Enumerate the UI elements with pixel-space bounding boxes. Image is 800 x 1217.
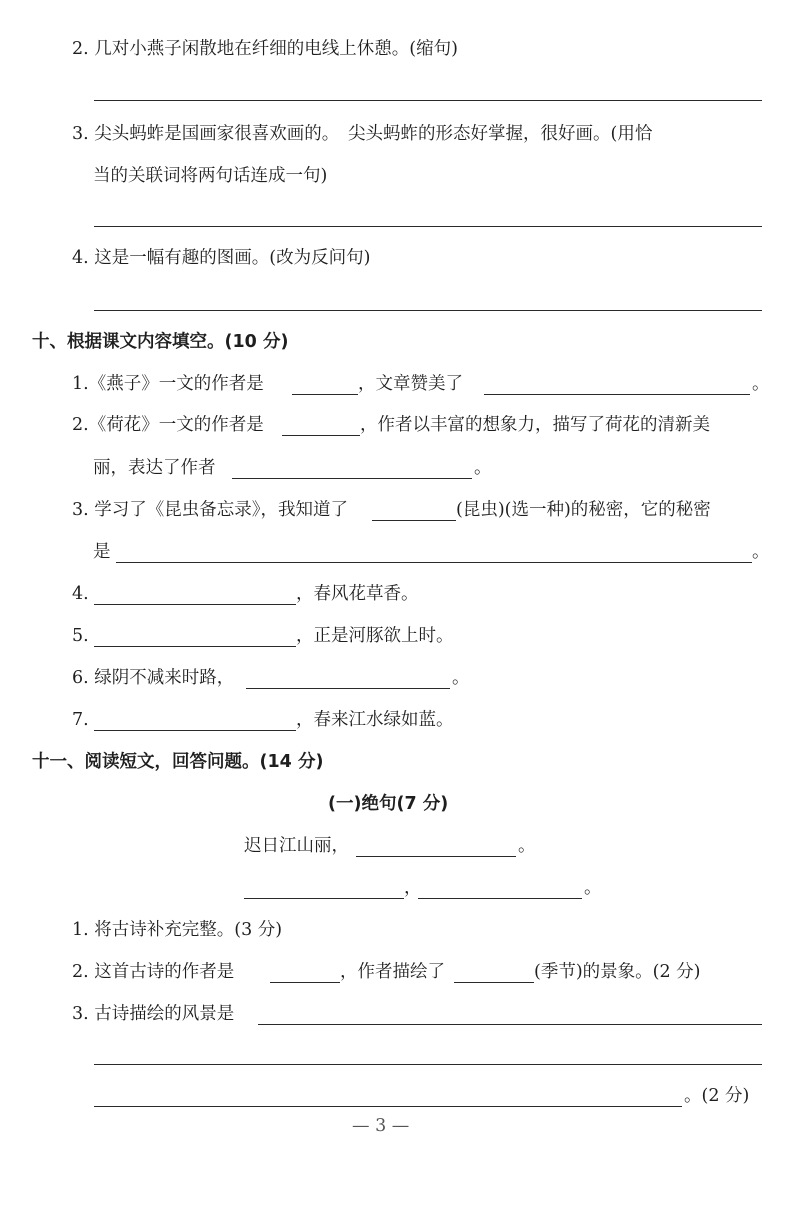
section-10-title: 十、根据课文内容填空。(10 分)	[32, 332, 289, 352]
poem-subtitle: (一)绝句(7 分)	[328, 794, 449, 814]
poem-blank3[interactable]	[418, 898, 582, 899]
s10-item3-b: (昆虫)(选一种)的秘密，它的秘密	[456, 500, 711, 520]
section-11-title: 十一、阅读短文，回答问题。(14 分)	[32, 752, 324, 772]
answer-line-q3[interactable]	[94, 226, 762, 227]
s10-item5-a: 5.	[72, 626, 89, 646]
poem-line1: 迟日江山丽，	[244, 836, 349, 856]
s11-question-2-b: ，作者描绘了	[340, 962, 445, 982]
s11-question-3-a: 3. 古诗描绘的风景是	[72, 1004, 235, 1024]
s10-item2-b: ，作者以丰富的想象力，描写了荷花的清新美	[360, 415, 710, 435]
poem-end1: 。	[518, 836, 536, 856]
s10-item2-c: 丽，表达了作者	[93, 458, 216, 478]
poem-comma: ，	[404, 878, 422, 898]
s10-item5-blank[interactable]	[94, 646, 296, 647]
s11-question-2-a: 2. 这首古诗的作者是	[72, 962, 235, 982]
s10-item1-b: ，文章赞美了	[358, 374, 463, 394]
s10-item2-d: 。	[474, 458, 492, 478]
s10-item2-blank2[interactable]	[232, 478, 472, 479]
s10-item7-blank[interactable]	[94, 730, 296, 731]
s10-item5-b: ，正是河豚欲上时。	[296, 626, 454, 646]
answer-line-q4[interactable]	[94, 310, 762, 311]
s10-item2-blank1[interactable]	[282, 435, 360, 436]
s11-question-2-c: (季节)的景象。(2 分)	[534, 962, 701, 982]
s10-item4-a: 4.	[72, 584, 89, 604]
page-number: — 3 —	[352, 1116, 410, 1136]
poem-blank2[interactable]	[244, 898, 404, 899]
s10-item4-b: ，春风花草香。	[296, 584, 419, 604]
s10-item3-a: 3. 学习了《昆虫备忘录》，我知道了	[72, 500, 349, 520]
s10-item1-c: 。	[752, 374, 770, 394]
s10-item7-a: 7.	[72, 710, 89, 730]
poem-blank1[interactable]	[356, 856, 516, 857]
s10-item3-d: 。	[752, 542, 770, 562]
s11-question-1: 1. 将古诗补充完整。(3 分)	[72, 920, 283, 940]
s10-item6-a: 6. 绿阴不减来时路，	[72, 668, 235, 688]
s11-q3-blank3[interactable]	[94, 1106, 682, 1107]
s10-item3-blank1[interactable]	[372, 520, 456, 521]
s10-item1-a: 1.《燕子》一文的作者是	[72, 374, 264, 394]
s10-item6-b: 。	[452, 668, 470, 688]
poem-end2: 。	[584, 878, 602, 898]
s10-item7-b: ，春来江水绿如蓝。	[296, 710, 454, 730]
s11-q2-blank1[interactable]	[270, 982, 340, 983]
s10-item3-c: 是	[93, 542, 111, 562]
s10-item1-blank1[interactable]	[292, 394, 358, 395]
s10-item4-blank[interactable]	[94, 604, 296, 605]
s10-item1-blank2[interactable]	[484, 394, 750, 395]
s11-question-3-end: 。(2 分)	[684, 1086, 750, 1106]
s11-q3-blank2[interactable]	[94, 1064, 762, 1065]
answer-line-q2[interactable]	[94, 100, 762, 101]
question-3-line2: 当的关联词将两句话连成一句)	[93, 166, 328, 186]
s11-q2-blank2[interactable]	[454, 982, 534, 983]
s10-item3-blank2[interactable]	[116, 562, 752, 563]
s11-q3-blank1[interactable]	[258, 1024, 762, 1025]
s10-item2-a: 2.《荷花》一文的作者是	[72, 415, 264, 435]
question-2: 2. 几对小燕子闲散地在纤细的电线上休憩。(缩句)	[72, 39, 458, 59]
question-3-line1: 3. 尖头蚂蚱是国画家很喜欢画的。 尖头蚂蚱的形态好掌握，很好画。(用恰	[72, 124, 653, 144]
question-4: 4. 这是一幅有趣的图画。(改为反问句)	[72, 248, 371, 268]
s10-item6-blank[interactable]	[246, 688, 450, 689]
